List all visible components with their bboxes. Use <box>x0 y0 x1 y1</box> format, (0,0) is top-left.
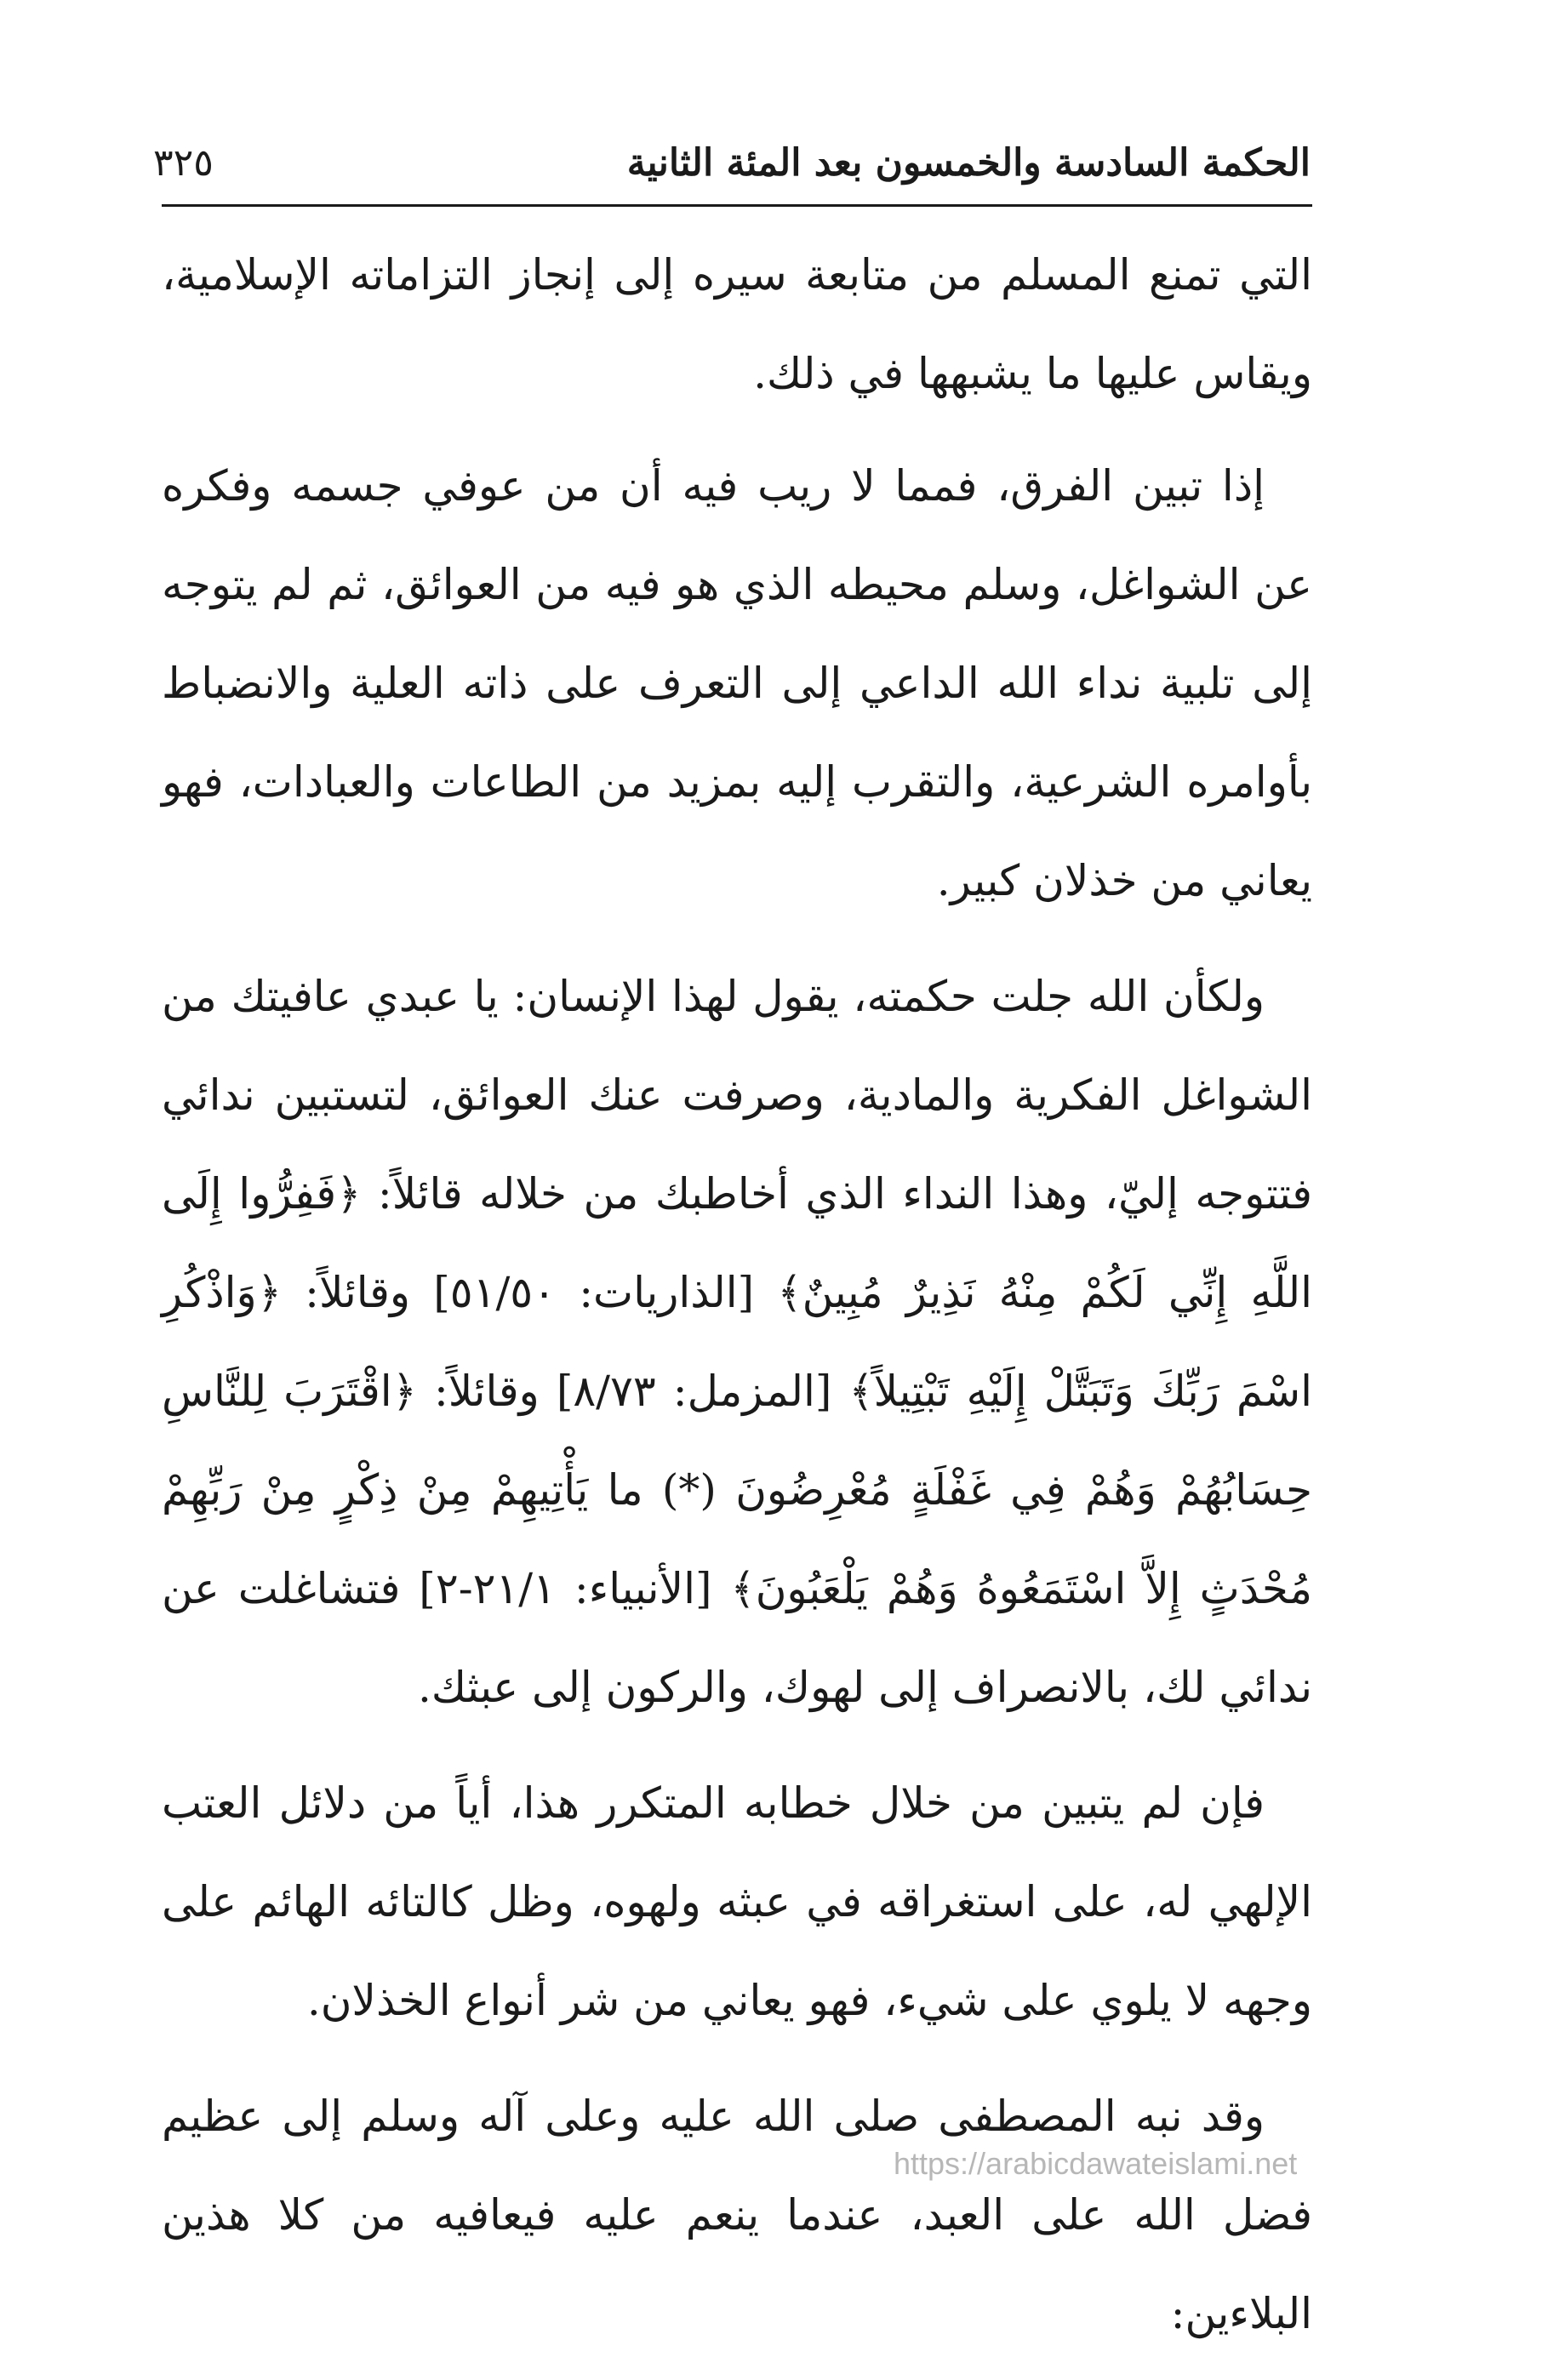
header-divider <box>162 204 1312 207</box>
paragraph-4: فإن لم يتبين من خلال خطابه المتكرر هذا، أياً من دلائل العتب الإلهي له، على استغراقه في عبثه ولهوه، وظل كالتائه الهائم على وجهه لا يلوي على شيء، فهو يعاني من شر أنواع الخذلان. <box>162 1778 1312 2025</box>
page-number: ٣٢٥ <box>153 141 214 185</box>
paragraph-1: التي تمنع المسلم من متابعة سيره إلى إنجاز التزاماته الإسلامية، ويقاس عليها ما يشبهها في ذلك. <box>162 250 1312 398</box>
paragraph-5: وقد نبه المصطفى صلى الله عليه وعلى آله وسلم إلى عظيم فضل الله على العبد، عندما ينعم عليه فيعافيه من كلا هذين البلاءين: <box>162 2092 1312 2338</box>
paragraph-2: إذا تبين الفرق، فمما لا ريب فيه أن من عوفي جسمه وفكره عن الشواغل، وسلم محيطه الذي هو فيه من العوائق، ثم لم يتوجه إلى تلبية نداء الله الداعي إلى التعرف على ذاته العلية والانضباط بأوامره الشرعية، والتقرب إليه بمزيد من الطاعات والعبادات، فهو يعاني من خذلان كبير. <box>162 461 1312 905</box>
watermark-url: https://arabicdawateislami.net <box>894 2146 1298 2181</box>
paragraph-3: ولكأن الله جلت حكمته، يقول لهذا الإنسان: يا عبدي عافيتك من الشواغل الفكرية والمادية، وصرفت عنك العوائق، لتستبين ندائي فتتوجه إليّ، وهذا النداء الذي أخاطبك من خلاله قائلاً: ﴿فَفِرُّوا إِلَى اللَّهِ إِنِّي لَكُمْ مِنْهُ نَذِيرٌ مُبِينٌ﴾ [الذاريات: ٥١/٥٠] وقائلاً: ﴿وَاذْكُرِ اسْمَ رَبِّكَ وَتَبَتَّلْ إِلَيْهِ تَبْتِيلاً﴾ [المزمل: ٨/٧٣] وقائلاً: ﴿اقْتَرَبَ لِلنَّاسِ حِسَابُهُمْ وَهُمْ فِي غَفْلَةٍ مُعْرِضُونَ (*) ما يَأْتِيهِمْ مِنْ ذِكْرٍ مِنْ رَبِّهِمْ مُحْدَثٍ إِلاَّ اسْتَمَعُوهُ وَهُمْ يَلْعَبُونَ﴾ [الأنبياء: ٢١/١-٢] فتشاغلت عن ندائي لك، بالانصراف إلى لهوك، والركون إلى عبثك. <box>162 972 1312 1712</box>
body-text <box>162 225 1312 2380</box>
page-header <box>153 128 1311 204</box>
chapter-title: الحكمة السادسة والخمسون بعد المئة الثانية <box>626 141 1311 185</box>
